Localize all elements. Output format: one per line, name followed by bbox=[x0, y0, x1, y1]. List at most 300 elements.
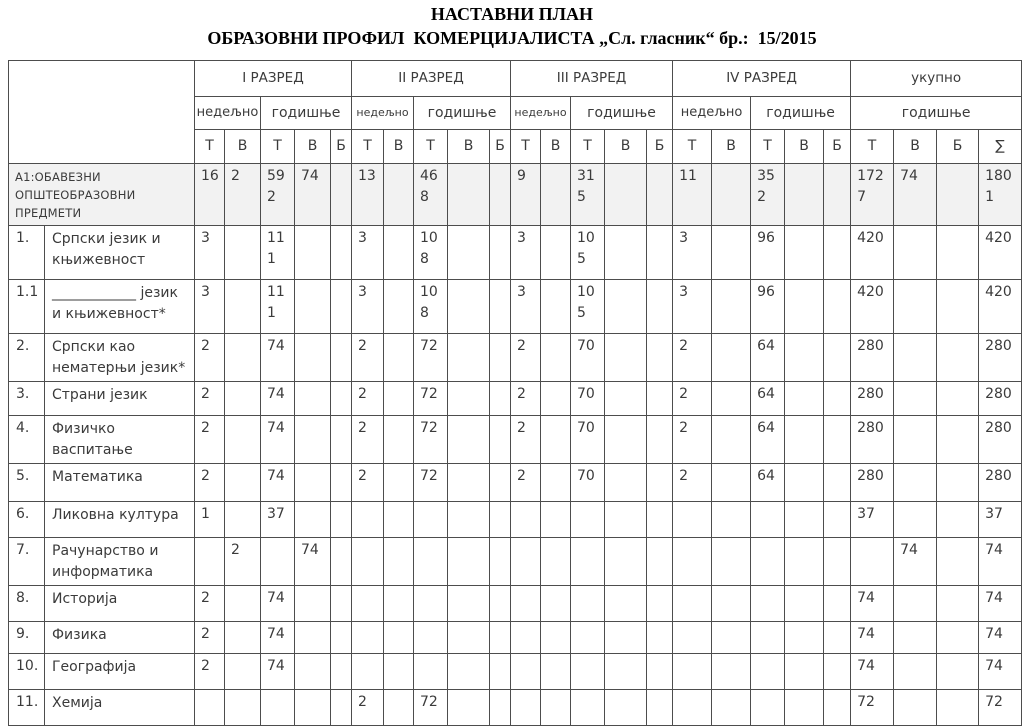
weekly-header-4: недељно bbox=[673, 96, 751, 129]
table-cell bbox=[384, 415, 414, 463]
table-cell: 2 bbox=[511, 333, 541, 381]
table-cell bbox=[824, 415, 851, 463]
table-cell bbox=[824, 537, 851, 585]
table-cell bbox=[712, 333, 751, 381]
subject-name: ____________ језик и књижевност* bbox=[45, 279, 195, 333]
table-cell: 420 bbox=[979, 225, 1022, 279]
table-cell bbox=[295, 585, 331, 621]
col-label-t: Т bbox=[673, 129, 712, 163]
table-cell bbox=[541, 415, 571, 463]
table-cell bbox=[605, 463, 647, 501]
table-cell bbox=[673, 501, 712, 537]
table-cell: 280 bbox=[979, 333, 1022, 381]
table-cell bbox=[785, 501, 824, 537]
table-cell bbox=[824, 653, 851, 689]
table-cell bbox=[751, 621, 785, 653]
table-cell bbox=[712, 381, 751, 415]
table-cell bbox=[541, 689, 571, 725]
grade-header-1: I РАЗРЕД bbox=[195, 60, 352, 96]
table-row bbox=[9, 279, 1022, 333]
table-cell: 74 bbox=[979, 621, 1022, 653]
table-cell: 3 bbox=[352, 279, 384, 333]
table-cell bbox=[751, 537, 785, 585]
table-cell bbox=[824, 501, 851, 537]
table-cell bbox=[261, 537, 295, 585]
table-cell bbox=[605, 279, 647, 333]
table-header bbox=[9, 60, 1022, 163]
table-cell bbox=[605, 585, 647, 621]
table-cell: 64 bbox=[751, 381, 785, 415]
table-cell bbox=[225, 621, 261, 653]
table-cell: 64 bbox=[751, 463, 785, 501]
table-cell bbox=[647, 621, 673, 653]
table-body bbox=[9, 163, 1022, 725]
table-cell bbox=[295, 225, 331, 279]
table-cell bbox=[352, 501, 384, 537]
table-row bbox=[9, 381, 1022, 415]
subject-name: Хемија bbox=[45, 689, 195, 725]
col-label-v: В bbox=[225, 129, 261, 163]
table-cell bbox=[448, 463, 490, 501]
table-cell: 2 bbox=[225, 537, 261, 585]
table-cell: 96 bbox=[751, 225, 785, 279]
table-cell bbox=[894, 585, 937, 621]
table-cell bbox=[352, 621, 384, 653]
table-cell: 108 bbox=[414, 279, 448, 333]
table-cell: 2 bbox=[511, 463, 541, 501]
table-cell bbox=[751, 501, 785, 537]
table-cell: 74 bbox=[261, 381, 295, 415]
yearly-header-1: годишње bbox=[261, 96, 352, 129]
table-cell bbox=[331, 279, 352, 333]
grade-header-row bbox=[9, 60, 1022, 96]
table-cell bbox=[647, 279, 673, 333]
table-cell bbox=[647, 585, 673, 621]
table-cell bbox=[894, 653, 937, 689]
table-cell bbox=[448, 333, 490, 381]
row-number: 8. bbox=[9, 585, 45, 621]
table-cell bbox=[331, 463, 352, 501]
row-number: 1.1 bbox=[9, 279, 45, 333]
table-cell bbox=[331, 653, 352, 689]
grade-header-total: укупно bbox=[851, 60, 1022, 96]
table-cell bbox=[541, 225, 571, 279]
table-cell bbox=[937, 689, 979, 725]
table-cell bbox=[448, 415, 490, 463]
table-cell bbox=[894, 279, 937, 333]
table-cell bbox=[937, 585, 979, 621]
subject-name: Страни језик bbox=[45, 381, 195, 415]
table-cell bbox=[490, 381, 511, 415]
table-cell bbox=[571, 621, 605, 653]
table-cell bbox=[295, 621, 331, 653]
table-cell: 74 bbox=[894, 163, 937, 225]
table-cell bbox=[295, 501, 331, 537]
title-line-2: ОБРАЗОВНИ ПРОФИЛ КОМЕРЦИЈАЛИСТА „Сл. гласник“ бр.: 15/2015 bbox=[207, 27, 817, 48]
table-cell: 72 bbox=[414, 689, 448, 725]
table-cell bbox=[490, 415, 511, 463]
table-cell bbox=[605, 653, 647, 689]
table-cell bbox=[490, 279, 511, 333]
table-cell bbox=[712, 689, 751, 725]
table-cell bbox=[712, 585, 751, 621]
table-cell bbox=[490, 501, 511, 537]
table-cell bbox=[785, 333, 824, 381]
table-cell bbox=[511, 537, 541, 585]
table-cell bbox=[331, 381, 352, 415]
table-cell bbox=[384, 537, 414, 585]
table-cell bbox=[894, 333, 937, 381]
table-cell: 74 bbox=[851, 621, 894, 653]
table-cell: 1801 bbox=[979, 163, 1022, 225]
table-cell bbox=[448, 585, 490, 621]
col-label-t: Т bbox=[261, 129, 295, 163]
table-cell bbox=[225, 279, 261, 333]
table-cell: 72 bbox=[851, 689, 894, 725]
table-cell bbox=[937, 163, 979, 225]
section-row bbox=[9, 163, 1022, 225]
table-cell: 1 bbox=[195, 501, 225, 537]
table-cell bbox=[511, 689, 541, 725]
table-cell bbox=[541, 621, 571, 653]
table-cell bbox=[331, 415, 352, 463]
table-cell: 2 bbox=[511, 381, 541, 415]
table-cell: 3 bbox=[673, 279, 712, 333]
table-cell bbox=[331, 333, 352, 381]
table-cell: 2 bbox=[673, 381, 712, 415]
grade-header-3: III РАЗРЕД bbox=[511, 60, 673, 96]
table-cell: 74 bbox=[261, 621, 295, 653]
table-cell bbox=[225, 463, 261, 501]
table-cell: 74 bbox=[295, 163, 331, 225]
table-cell: 74 bbox=[979, 537, 1022, 585]
table-row bbox=[9, 415, 1022, 463]
table-cell bbox=[490, 653, 511, 689]
table-cell: 2 bbox=[352, 463, 384, 501]
table-cell bbox=[751, 689, 785, 725]
yearly-header-total: годишње bbox=[851, 96, 1022, 129]
table-cell bbox=[824, 333, 851, 381]
weekly-header-3: недељно bbox=[511, 96, 571, 129]
table-row bbox=[9, 621, 1022, 653]
table-cell bbox=[824, 381, 851, 415]
table-cell bbox=[352, 585, 384, 621]
table-cell bbox=[712, 225, 751, 279]
table-cell bbox=[331, 501, 352, 537]
table-cell bbox=[448, 225, 490, 279]
table-cell bbox=[295, 279, 331, 333]
table-cell bbox=[605, 501, 647, 537]
table-cell: 3 bbox=[352, 225, 384, 279]
table-cell: 74 bbox=[261, 585, 295, 621]
table-cell: 74 bbox=[894, 537, 937, 585]
subject-name: Физичко васпитање bbox=[45, 415, 195, 463]
curriculum-table-container bbox=[8, 60, 1019, 726]
table-cell bbox=[331, 585, 352, 621]
subject-name: Математика bbox=[45, 463, 195, 501]
corner-cell bbox=[9, 60, 195, 163]
table-cell bbox=[937, 333, 979, 381]
col-label-v: В bbox=[605, 129, 647, 163]
table-cell bbox=[851, 537, 894, 585]
table-cell bbox=[571, 537, 605, 585]
grade-header-4: IV РАЗРЕД bbox=[673, 60, 851, 96]
table-cell: 37 bbox=[851, 501, 894, 537]
table-cell: 2 bbox=[673, 463, 712, 501]
table-cell bbox=[225, 381, 261, 415]
table-cell bbox=[605, 537, 647, 585]
table-row bbox=[9, 537, 1022, 585]
table-cell: 64 bbox=[751, 333, 785, 381]
row-number: 9. bbox=[9, 621, 45, 653]
table-cell bbox=[384, 653, 414, 689]
col-label-t: Т bbox=[751, 129, 785, 163]
table-cell: 37 bbox=[261, 501, 295, 537]
table-cell bbox=[785, 163, 824, 225]
table-cell bbox=[712, 163, 751, 225]
table-cell: 9 bbox=[511, 163, 541, 225]
table-cell bbox=[605, 381, 647, 415]
table-cell bbox=[647, 225, 673, 279]
table-cell bbox=[448, 537, 490, 585]
table-cell bbox=[712, 463, 751, 501]
col-label-v: В bbox=[894, 129, 937, 163]
table-cell bbox=[712, 415, 751, 463]
table-cell bbox=[331, 689, 352, 725]
table-cell bbox=[673, 621, 712, 653]
table-cell bbox=[937, 279, 979, 333]
table-cell: 13 bbox=[352, 163, 384, 225]
table-cell bbox=[673, 653, 712, 689]
table-cell bbox=[673, 537, 712, 585]
table-cell: 72 bbox=[979, 689, 1022, 725]
col-label-b: Б bbox=[647, 129, 673, 163]
table-cell: 74 bbox=[295, 537, 331, 585]
table-cell bbox=[384, 163, 414, 225]
table-cell: 280 bbox=[851, 463, 894, 501]
table-cell bbox=[541, 163, 571, 225]
table-cell: 70 bbox=[571, 415, 605, 463]
table-cell bbox=[448, 279, 490, 333]
table-cell bbox=[295, 689, 331, 725]
table-cell: 105 bbox=[571, 279, 605, 333]
subject-name: Српски језик и књижевност bbox=[45, 225, 195, 279]
table-cell bbox=[571, 585, 605, 621]
table-cell bbox=[541, 585, 571, 621]
table-cell: 72 bbox=[414, 381, 448, 415]
table-cell: 70 bbox=[571, 463, 605, 501]
table-cell bbox=[647, 163, 673, 225]
table-cell bbox=[384, 501, 414, 537]
col-label-v: В bbox=[295, 129, 331, 163]
table-row bbox=[9, 501, 1022, 537]
table-cell bbox=[605, 163, 647, 225]
table-cell: 2 bbox=[195, 585, 225, 621]
table-cell bbox=[331, 225, 352, 279]
table-row bbox=[9, 653, 1022, 689]
table-cell bbox=[384, 381, 414, 415]
table-cell bbox=[225, 225, 261, 279]
table-cell bbox=[541, 279, 571, 333]
table-cell bbox=[894, 415, 937, 463]
title-line-1: НАСТАВНИ ПЛАН bbox=[430, 4, 594, 24]
table-cell: 2 bbox=[352, 333, 384, 381]
table-cell bbox=[384, 333, 414, 381]
table-cell bbox=[937, 621, 979, 653]
col-label-b: Б bbox=[824, 129, 851, 163]
table-cell: 108 bbox=[414, 225, 448, 279]
table-cell: 3 bbox=[195, 225, 225, 279]
table-cell bbox=[490, 333, 511, 381]
table-cell bbox=[225, 333, 261, 381]
table-cell: 64 bbox=[751, 415, 785, 463]
table-cell bbox=[448, 621, 490, 653]
table-cell: 72 bbox=[414, 415, 448, 463]
table-cell bbox=[225, 653, 261, 689]
table-cell bbox=[414, 585, 448, 621]
table-cell: 3 bbox=[511, 279, 541, 333]
col-label-v: В bbox=[448, 129, 490, 163]
table-cell: 2 bbox=[195, 381, 225, 415]
table-cell bbox=[647, 463, 673, 501]
table-cell: 74 bbox=[979, 653, 1022, 689]
table-cell bbox=[894, 381, 937, 415]
table-cell bbox=[384, 225, 414, 279]
table-cell: 280 bbox=[979, 381, 1022, 415]
table-cell: 3 bbox=[511, 225, 541, 279]
table-cell bbox=[937, 415, 979, 463]
table-cell bbox=[785, 585, 824, 621]
col-label-t: Т bbox=[571, 129, 605, 163]
col-label-v: В bbox=[785, 129, 824, 163]
table-cell bbox=[352, 653, 384, 689]
table-cell bbox=[571, 501, 605, 537]
table-cell bbox=[785, 381, 824, 415]
table-cell: 315 bbox=[571, 163, 605, 225]
grade-header-2: II РАЗРЕД bbox=[352, 60, 511, 96]
table-cell: 96 bbox=[751, 279, 785, 333]
table-cell bbox=[295, 415, 331, 463]
curriculum-table bbox=[8, 60, 1022, 726]
table-cell bbox=[490, 585, 511, 621]
col-label-v: В bbox=[712, 129, 751, 163]
table-cell bbox=[673, 689, 712, 725]
table-cell: 74 bbox=[979, 585, 1022, 621]
table-cell: 280 bbox=[979, 415, 1022, 463]
weekly-header-1: недељно bbox=[195, 96, 261, 129]
row-number: 3. bbox=[9, 381, 45, 415]
table-cell bbox=[511, 621, 541, 653]
table-cell bbox=[605, 689, 647, 725]
subject-name: Рачунарство и информатика bbox=[45, 537, 195, 585]
table-cell bbox=[448, 163, 490, 225]
table-cell bbox=[225, 585, 261, 621]
table-cell bbox=[647, 537, 673, 585]
col-label-sum: ∑ bbox=[979, 129, 1022, 163]
table-cell: 74 bbox=[851, 653, 894, 689]
table-cell bbox=[824, 621, 851, 653]
table-cell bbox=[824, 279, 851, 333]
table-cell bbox=[225, 415, 261, 463]
table-cell bbox=[414, 501, 448, 537]
row-number: 6. bbox=[9, 501, 45, 537]
table-cell bbox=[448, 501, 490, 537]
table-cell: 352 bbox=[751, 163, 785, 225]
table-cell bbox=[571, 689, 605, 725]
table-cell bbox=[712, 279, 751, 333]
table-cell bbox=[785, 653, 824, 689]
table-cell: 74 bbox=[261, 653, 295, 689]
table-cell bbox=[647, 381, 673, 415]
table-cell bbox=[751, 653, 785, 689]
row-number: 11. bbox=[9, 689, 45, 725]
table-cell bbox=[490, 225, 511, 279]
table-cell: 111 bbox=[261, 225, 295, 279]
table-cell: 2 bbox=[195, 653, 225, 689]
table-cell: 3 bbox=[195, 279, 225, 333]
table-row bbox=[9, 689, 1022, 725]
col-label-t: Т bbox=[352, 129, 384, 163]
table-cell bbox=[824, 689, 851, 725]
col-label-b: Б bbox=[331, 129, 352, 163]
table-cell bbox=[295, 653, 331, 689]
table-cell bbox=[490, 463, 511, 501]
table-cell bbox=[541, 653, 571, 689]
table-row bbox=[9, 585, 1022, 621]
row-number: 7. bbox=[9, 537, 45, 585]
table-cell bbox=[571, 653, 605, 689]
table-cell bbox=[384, 279, 414, 333]
table-cell: 111 bbox=[261, 279, 295, 333]
col-label-t: Т bbox=[511, 129, 541, 163]
table-cell bbox=[384, 689, 414, 725]
table-cell bbox=[490, 689, 511, 725]
table-cell bbox=[295, 333, 331, 381]
table-cell bbox=[937, 501, 979, 537]
table-cell: 2 bbox=[352, 415, 384, 463]
table-cell: 11 bbox=[673, 163, 712, 225]
table-cell bbox=[647, 333, 673, 381]
table-cell bbox=[937, 381, 979, 415]
table-cell bbox=[195, 537, 225, 585]
table-cell: 74 bbox=[851, 585, 894, 621]
table-cell: 2 bbox=[195, 621, 225, 653]
table-cell bbox=[937, 537, 979, 585]
col-label-b: Б bbox=[937, 129, 979, 163]
table-cell: 105 bbox=[571, 225, 605, 279]
table-cell bbox=[785, 537, 824, 585]
subject-name: Историја bbox=[45, 585, 195, 621]
table-cell bbox=[414, 537, 448, 585]
table-cell: 16 bbox=[195, 163, 225, 225]
table-cell bbox=[824, 463, 851, 501]
table-cell bbox=[384, 621, 414, 653]
row-number: 1. bbox=[9, 225, 45, 279]
row-number: 10. bbox=[9, 653, 45, 689]
table-cell bbox=[647, 689, 673, 725]
table-cell bbox=[712, 653, 751, 689]
table-cell bbox=[195, 689, 225, 725]
table-cell bbox=[605, 333, 647, 381]
table-cell: 2 bbox=[352, 689, 384, 725]
table-cell bbox=[751, 585, 785, 621]
row-number: 2. bbox=[9, 333, 45, 381]
table-cell bbox=[448, 381, 490, 415]
table-cell bbox=[352, 537, 384, 585]
table-cell: 2 bbox=[195, 463, 225, 501]
table-cell: 468 bbox=[414, 163, 448, 225]
table-cell bbox=[331, 621, 352, 653]
